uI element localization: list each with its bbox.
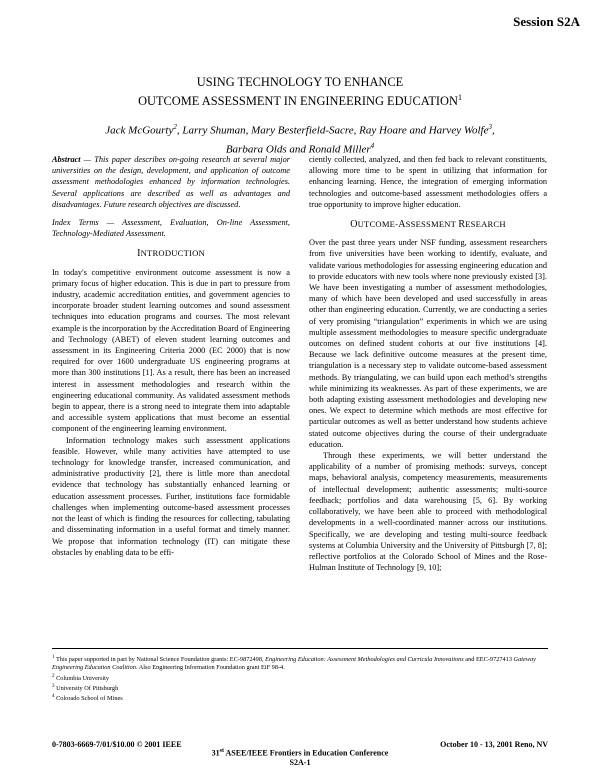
footnote-divider — [52, 648, 548, 649]
footnote-2-text: Columbia University — [54, 674, 110, 682]
heading-rest: SSESSMENT — [405, 219, 459, 230]
heading-rest: UTCOME- — [357, 219, 399, 230]
footnote-3 — [52, 683, 548, 693]
author-2: , Larry Shuman, Mary Besterfield-Sacre, Ray Hoare and Harvey Wolfe — [176, 124, 489, 137]
heading-initial: O — [350, 219, 358, 231]
footnote-2-mark: 2 — [52, 673, 55, 679]
footnote-2 — [52, 673, 548, 683]
index-terms-text: — Assessment, Evaluation, On-line Assessment, Technology-Mediated Assessment. — [52, 218, 291, 239]
heading-rest: NTRODUCTION — [140, 248, 205, 259]
page-number: S2A-1 — [289, 758, 311, 767]
abstract-label: Abstract — [52, 155, 81, 164]
footnote-1 — [52, 654, 548, 673]
abstract-text: — This paper describes on-going research at several major universities on the design, development, and application of outcome assessment methodologies enhanced by information technologies. Several applications are described as well as advantages and disadvantages. Future research objectives are discussed. — [52, 155, 290, 209]
section-heading-introduction — [52, 248, 290, 259]
research-paragraph-2: Through these experiments, we will better understand the applicability of a number of promising methods: surveys, concept maps, behavioral analysis, competency measurements, measurements of intellectual development; authentic assessments; multi-source feedback; portfolios and data warehousing [5, 6]. By working collaboratively, we have been able to proceed with methodological developments in a well-coordinated manner across our institutions. Specifically, we are developing and testing multi-source feedback systems at Columbia University and the University of Pittsburgh [7, 8]; reflective portfolios at the Colorado School of Mines and the Rose-Hulman Institute of Technology [9, 10]; — [309, 451, 547, 573]
intro-paragraph-1: In today's competitive environment outcome assessment is now a primary focus of higher education. This is due in part to pressure from industry, academic accreditation entities, and government agencies to incorporate broader student learning outcomes and sound assessment techniques into education programs and courses. The most relevant example is the incorporation by the Accreditation Board of Engineering and Technology (ABET) of eleven student learning outcomes and assessment in its Engineering Criteria 2000 (EC 2000) that is now required for over 1600 undergraduate US engineering programs at more than 300 institutions [1]. As a result, there has been an increased interest in assessment methodologies and research within the engineering educational community. As validated assessment methods begin to appear, there is a strong need to integrate them into adaptable and accessible system applications that must become an essential component of the engineering learning environment. — [52, 267, 291, 434]
author-1: Jack McGourty — [105, 124, 174, 137]
footer-date-location: October 10 - 13, 2001 Reno, NV — [440, 740, 548, 749]
continued-paragraph: ciently collected, analyzed, and then fed back to relevant constituents, allowing more time to be spent in utilizing that information for enhancing learning. Hence, the integration of emerging information technologies and outcome-based assessment methodologies offers a true opportunity to improve higher education. — [309, 155, 547, 209]
author-list — [40, 120, 560, 157]
paper-title — [0, 74, 600, 109]
title-line-2-text: OUTCOME ASSESSMENT IN ENGINEERING EDUCATION — [138, 94, 458, 109]
title-line-2 — [0, 90, 600, 109]
author-2-mark: 3 — [488, 123, 492, 131]
footnote-4-text: Colorado School of Mines — [54, 695, 123, 703]
footnote-3-text: University Of Pittsburgh — [54, 684, 119, 692]
title-line-1: USING TECHNOLOGY TO ENHANCE — [196, 75, 404, 89]
conference-name: ASEE/IEEE Frontiers in Education Conference — [223, 748, 389, 758]
conference-number: 31 — [211, 748, 220, 758]
left-column — [52, 154, 290, 558]
research-paragraph-1: Over the past three years under NSF funding, assessment researchers from five universities have been working to identify, evaluate, and validate various methodologies for assessing engineering education and to provide educators with new tools where none previously existed [3]. We have been investigating a number of assessment methodologies, many of which have been developed and used successfully in areas other than engineering education. Currently, we are conducting a series of very promising “triangulation” experiments in which we are using multiple assessment methodologies to measure specific undergraduate outcomes on defined student cohorts at our five institutions [4]. Because we lack definitive outcome measures at the present time, triangulation is a necessary step to validate outcome-based assessment methods. By triangulating, we can build upon each method’s strengths while minimizing its weaknesses. As part of these experiments, we are both adapting existing assessment methodologies and developing new ones. We expect to determine which methods are most effective for particular outcomes as well as better understand how students achieve stated outcome objectives during the course of their undergraduate education. — [309, 238, 548, 449]
index-terms — [52, 217, 290, 239]
heading-initial: I — [137, 248, 141, 260]
session-label: Session S2A — [513, 14, 580, 29]
footnote-1-text-c: and EEC-9727413 — [463, 656, 514, 664]
heading-initial: A — [398, 219, 406, 231]
footnote-3-mark: 3 — [52, 683, 55, 689]
footnote-4 — [52, 693, 548, 703]
author-line-1 — [40, 120, 560, 139]
footnote-1-mark: 1 — [52, 655, 55, 660]
footer-conference — [0, 748, 600, 758]
author-4: Barbara Olds and Ronald Miller — [225, 143, 371, 156]
footnote-1-text-b: Engineering Education: Assessment Methodologies and Curricula Innovations — [265, 656, 464, 664]
heading-rest: ESEARCH — [465, 219, 506, 230]
footnote-4-mark: 4 — [52, 694, 55, 700]
footnote-1-text-d: Gateway Engineering Education Coalition — [52, 656, 536, 672]
author-4-mark: 4 — [370, 141, 375, 150]
title-footnote-mark: 1 — [457, 93, 462, 102]
footnote-1-text-a: This paper supported in part by National Science Foundation grants: EC-9872498, — [54, 656, 266, 664]
heading-initial: R — [458, 219, 466, 231]
index-terms-label: Index Terms — [52, 218, 99, 228]
footnotes — [52, 654, 548, 703]
section-heading-outcome-assessment — [309, 219, 547, 230]
footnote-1-text-e: . Also Engineering Information Foundation grant EiF 98-4. — [135, 664, 285, 672]
author-1-mark: 2 — [173, 123, 177, 131]
right-column — [309, 154, 547, 573]
intro-paragraph-2: Information technology makes such assessment applications feasible. However, while many activities have attempted to use technology for knowledge transfer, increased communication, and administrative productivity [2], there is little more than anecdotal evidence that technology has substantially enhanced learning or education assessment processes. Further, institutions face formidable challenges when implementing outcome-based assessment processes not the least of which is finding the resources for collecting, tabulating and disseminating information in a useful format and timely manner. We propose that information technology (IT) can mitigate these obstacles by enabling data to be effi- — [52, 435, 290, 557]
author-3: , — [491, 124, 495, 137]
conference-ordinal: st — [219, 748, 224, 754]
footer-copyright: 0-7803-6669-7/01/$10.00 © 2001 IEEE — [52, 740, 182, 749]
abstract — [52, 154, 290, 210]
